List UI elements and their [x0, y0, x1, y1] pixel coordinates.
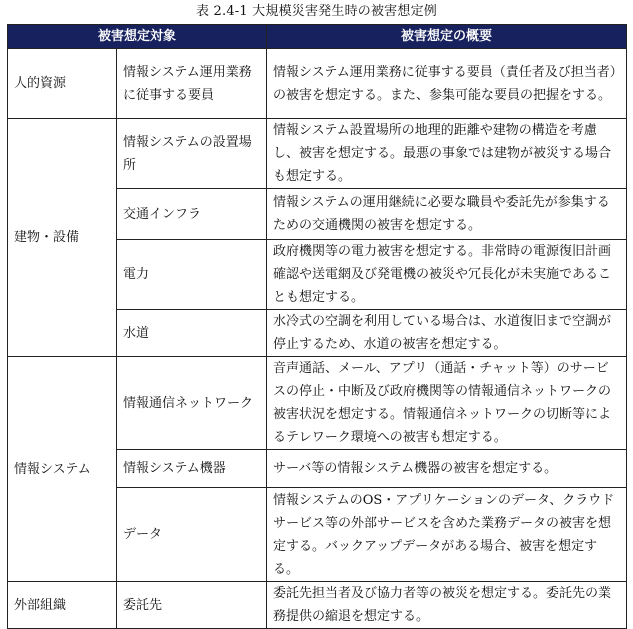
subject-cell: 交通インフラ: [117, 189, 267, 240]
summary-cell: 水冷式の空調を利用している場合は、水道復旧まで空調が停止するため、水道の被害を想定する。: [267, 310, 627, 357]
subject-cell: 委託先: [117, 582, 267, 629]
table-row: [8, 49, 627, 119]
header-target: 被害想定対象: [8, 25, 267, 49]
summary-cell: 音声通話、メール、アプリ（通話・チャット等）のサービスの停止・中断及び政府機関等の情報通信ネットワークの被害状況を想定する。情報通信ネットワークの切断等によるテレワーク環境への被害も想定する。: [267, 357, 627, 450]
summary-cell: 情報システムのOS・アプリケーションのデータ、クラウドサービス等の外部サービスを含めた業務データの被害を想定する。バックアップデータがある場合、被害を想定する。: [267, 488, 627, 582]
table-row: [8, 582, 627, 629]
summary-cell: 情報システム設置場所の地理的距離や建物の構造を考慮し、被害を想定する。最悪の事象では建物が被災する場合も想定する。: [267, 119, 627, 189]
category-cell: 建物・設備: [8, 119, 117, 357]
table-header-row: [8, 25, 627, 49]
subject-cell: データ: [117, 488, 267, 582]
table-row: [8, 119, 627, 189]
subject-cell: 水道: [117, 310, 267, 357]
subject-cell: 情報システムの設置場所: [117, 119, 267, 189]
header-overview: 被害想定の概要: [267, 25, 627, 49]
table-caption: 表 2.4-1 大規模災害発生時の被害想定例: [195, 4, 437, 19]
summary-cell: 情報システムの運用継続に必要な職員や委託先が参集するための交通機関の被害を想定する。: [267, 189, 627, 240]
subject-cell: 情報システム運用業務に従事する要員: [117, 49, 267, 119]
summary-cell: 委託先担当者及び協力者等の被災を想定する。委託先の業務提供の縮退を想定する。: [267, 582, 627, 629]
subject-cell: 電力: [117, 240, 267, 310]
summary-cell: 政府機関等の電力被害を想定する。非常時の電源復旧計画確認や送電網及び発電機の被災や冗長化が未実施であることも想定する。: [267, 240, 627, 310]
category-cell: 外部組織: [8, 582, 117, 629]
category-cell: 情報システム: [8, 357, 117, 582]
subject-cell: 情報通信ネットワーク: [117, 357, 267, 450]
table-row: [8, 357, 627, 450]
category-cell: 人的資源: [8, 49, 117, 119]
damage-assumption-table: [7, 24, 627, 629]
subject-cell: 情報システム機器: [117, 450, 267, 488]
summary-cell: 情報システム運用業務に従事する要員（責任者及び担当者）の被害を想定する。また、参集可能な要員の把握をする。: [267, 49, 627, 119]
summary-cell: サーバ等の情報システム機器の被害を想定する。: [267, 450, 627, 488]
